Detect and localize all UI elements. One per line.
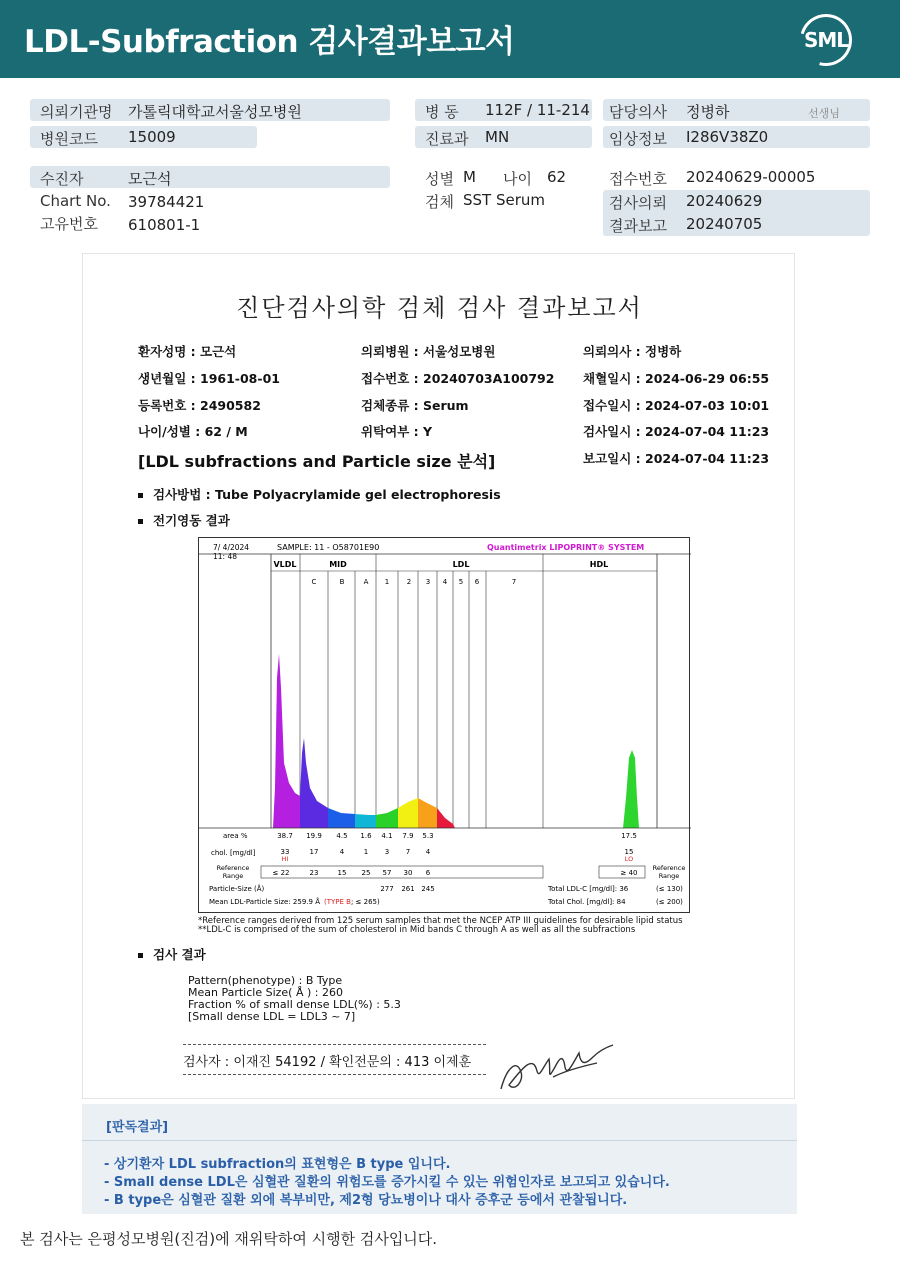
total-chol-ref: (≤ 200) [656,898,683,906]
patient-value: 모근석 [128,170,172,188]
ref-hdl: ≥ 40 [620,869,638,877]
code-label: 병원코드 [40,130,98,148]
report-value: 20240705 [686,215,763,233]
total-ldl-ref: (≤ 130) [656,885,683,893]
chol-mid-c: 17 [309,848,319,856]
age-value: 62 [547,168,567,186]
test-time: 검사일시 : 2024-07-04 11:23 [583,424,770,439]
unique-label: 고유번호 [40,215,98,233]
ref-right-1: Reference [652,864,686,872]
particle-2: 261 [401,885,415,893]
mean-size-label: Mean LDL-Particle Size: 259.9 Å [209,898,320,906]
ref-label-1: Reference [216,864,250,872]
dept-label: 진료과 [425,130,469,148]
group-hdl: HDL [589,560,609,569]
sign-line-bottom [183,1074,486,1075]
area-hdl: 17.5 [621,832,637,840]
band-b: B [339,578,345,586]
section-title: [LDL subfractions and Particle size 분석] [138,452,496,471]
paper-title: 진단검사의학 검체 검사 결과보고서 [236,294,643,322]
total-ldl: Total LDL-C [mg/dl]: 36 [548,885,629,893]
sex-label: 성별 [425,170,454,188]
peak-ldl2 [398,798,418,828]
results-head [138,945,206,963]
peak-ldl3 [418,798,437,828]
lab-report-paper [82,253,795,1099]
method-text: 검사방법 : Tube Polyacrylamide gel electrophoresis [153,487,501,502]
area-vldl: 38.7 [277,832,293,840]
chart-time: 11: 48 [213,552,237,561]
note-2: **LDL-C is comprised of the sum of cholesterol in Mid bands C through A as well as all the subfractions [198,925,636,935]
electro-line [138,511,230,529]
specimen-type: 검체종류 : Serum [361,398,469,413]
report-title: LDL-Subfraction 검사결과보고서 [24,24,515,60]
chol-mid-b: 4 [339,848,345,856]
logo-text: SML [803,28,849,52]
specimen-value: SST Serum [463,191,546,209]
interpretation-head: [판독결과] [106,1120,169,1135]
registration-number: 등록번호 : 2490582 [138,398,261,413]
area-ldl1: 4.1 [381,832,393,840]
results-head-text: 검사 결과 [153,947,206,962]
lipoprint-chart [198,537,690,913]
peak-vldl [273,654,300,828]
org-label: 의뢰기관명 [40,103,113,121]
signature-image [493,1037,618,1097]
chart-label: Chart No. [40,192,111,210]
ref-mid-c: 23 [309,869,319,877]
chol-label: chol. [mg/dl] [211,849,256,857]
ref-mid-b: 15 [337,869,347,877]
report-header [0,0,900,78]
chart-date: 7/ 4/2024 [213,543,250,552]
receipt-time: 접수일시 : 2024-07-03 10:01 [583,398,770,413]
electro-text: 전기영동 결과 [153,513,230,528]
age-sex: 나이/성별 : 62 / M [138,424,248,439]
org-value: 가톨릭대학교서울성모병원 [128,103,302,121]
band-a: A [363,578,369,586]
peak-mid-a [355,814,376,828]
patient-pill [30,166,390,188]
interpretation-line-3: - B type은 심혈관 질환 외에 복부비만, 제2형 당뇨병이나 대사 증후군 등에서 관찰됩니다. [104,1193,628,1208]
peak-mid-c [300,738,328,828]
peak-ldl4 [437,808,455,828]
result-mean-size: Mean Particle Size( Å ) : 260 [188,986,343,999]
result-definition: [Small dense LDL = LDL3 ~ 7] [188,1010,356,1023]
clinical-label: 임상정보 [609,130,667,148]
ref-right-2: Range [658,872,680,880]
report-label: 결과보고 [609,217,667,235]
clinical-value: I286V38Z0 [686,128,769,146]
dept-value: MN [485,128,510,146]
chol-ldl2: 7 [405,848,411,856]
ward-label: 병 동 [425,103,459,121]
interpretation-box [82,1104,797,1214]
band-c: C [311,578,317,586]
area-ldl3: 5.3 [422,832,434,840]
report-time: 보고일시 : 2024-07-04 11:23 [583,451,770,466]
age-label: 나이 [503,170,532,188]
specimen-label: 검체 [425,193,454,211]
method-line [138,485,501,503]
area-mid-a: 1.6 [360,832,372,840]
patient-name: 환자성명 : 모근석 [138,344,237,359]
doctor-suffix: 선생님 [808,107,840,120]
band-6: 6 [474,578,480,586]
lipoprint-svg [199,538,691,914]
ref-vldl: ≤ 22 [272,869,290,877]
band-1: 1 [384,578,390,586]
mean-tail: ; ≤ 265) [350,898,380,906]
particle-1: 277 [380,885,394,893]
area-mid-b: 4.5 [336,832,348,840]
receipt-label: 접수번호 [609,170,667,188]
patient-label: 수진자 [40,170,84,188]
group-mid: MID [329,560,347,569]
sex-value: M [463,168,476,186]
chart-sample: SAMPLE: 11 - O58701E90 [277,543,380,552]
chol-ldl1: 3 [384,848,390,856]
ref-mid-a: 25 [361,869,371,877]
signer: 검사자 : 이재진 54192 / 확인전문의 : 413 이제훈 [183,1055,472,1070]
code-value: 15009 [128,128,176,146]
chol-vldl: 33 [280,848,290,856]
interpretation-line-2: - Small dense LDL은 심혈관 질환의 위험도를 증가시킬 수 있는 위험인자로 보고되고 있습니다. [104,1175,670,1190]
birth-date: 생년월일 : 1961-08-01 [138,371,280,386]
sml-logo [800,14,852,66]
band-3: 3 [425,578,431,586]
chart-title: Quantimetrix LIPOPRINT® SYSTEM [487,543,645,552]
outsourced: 위탁여부 : Y [361,424,433,439]
hospital-name: 의뢰병원 : 서울성모병원 [361,344,496,359]
chol-ldl3: 4 [425,848,431,856]
request-label: 검사의뢰 [609,194,667,212]
doctor-label: 담당의사 [609,103,667,121]
request-value: 20240629 [686,192,763,210]
particle-label: Particle-Size (Å) [209,885,265,893]
chol-flag-lo: LO [624,855,634,863]
band-4: 4 [442,578,448,586]
area-mid-c: 19.9 [306,832,322,840]
chol-flag-hi: HI [281,855,289,863]
doctor-value: 정병하 [686,103,730,121]
sign-line-top [183,1044,486,1045]
peak-mid-b [328,808,355,828]
group-ldl: LDL [452,560,470,569]
peak-hdl [623,750,639,828]
collection-time: 채혈일시 : 2024-06-29 06:55 [583,371,770,386]
total-chol: Total Chol. [mg/dl]: 84 [548,898,626,906]
ref-ldl2: 30 [403,869,413,877]
mean-type: (TYPE B [324,898,351,906]
chol-hdl: 15 [624,848,634,856]
ref-ldl3: 6 [425,869,431,877]
area-label: area % [223,832,248,840]
band-5: 5 [458,578,464,586]
peak-ldl1 [376,808,398,828]
group-vldl: VLDL [273,560,297,569]
particle-3: 245 [421,885,435,893]
ref-label-2: Range [222,872,244,880]
requesting-doctor: 의뢰의사 : 정병하 [583,344,682,359]
mean-size [209,897,380,906]
area-ldl2: 7.9 [402,832,414,840]
chol-mid-a: 1 [363,848,369,856]
band-lines [300,554,543,828]
ward-value: 112F / 11-214 [485,101,590,119]
unique-value: 610801-1 [128,216,201,234]
note-1: *Reference ranges derived from 125 serum samples that met the NCEP ATP III guidelines for desirable lipid status [198,916,683,926]
band-2: 2 [406,578,412,586]
result-fraction: Fraction % of small dense LDL(%) : 5.3 [188,998,401,1011]
result-pattern: Pattern(phenotype) : B Type [188,974,343,987]
footer-note: 본 검사는 은평성모병원(진검)에 재위탁하여 시행한 검사입니다. [20,1230,438,1248]
receipt-number: 접수번호 : 20240703A100792 [361,371,555,386]
ref-ldl1: 57 [382,869,392,877]
receipt-value: 20240629-00005 [686,168,816,186]
interpretation-line-1: - 상기환자 LDL subfraction의 표현형은 B type 입니다. [104,1157,451,1172]
chart-value: 39784421 [128,193,205,211]
band-7: 7 [511,578,517,586]
